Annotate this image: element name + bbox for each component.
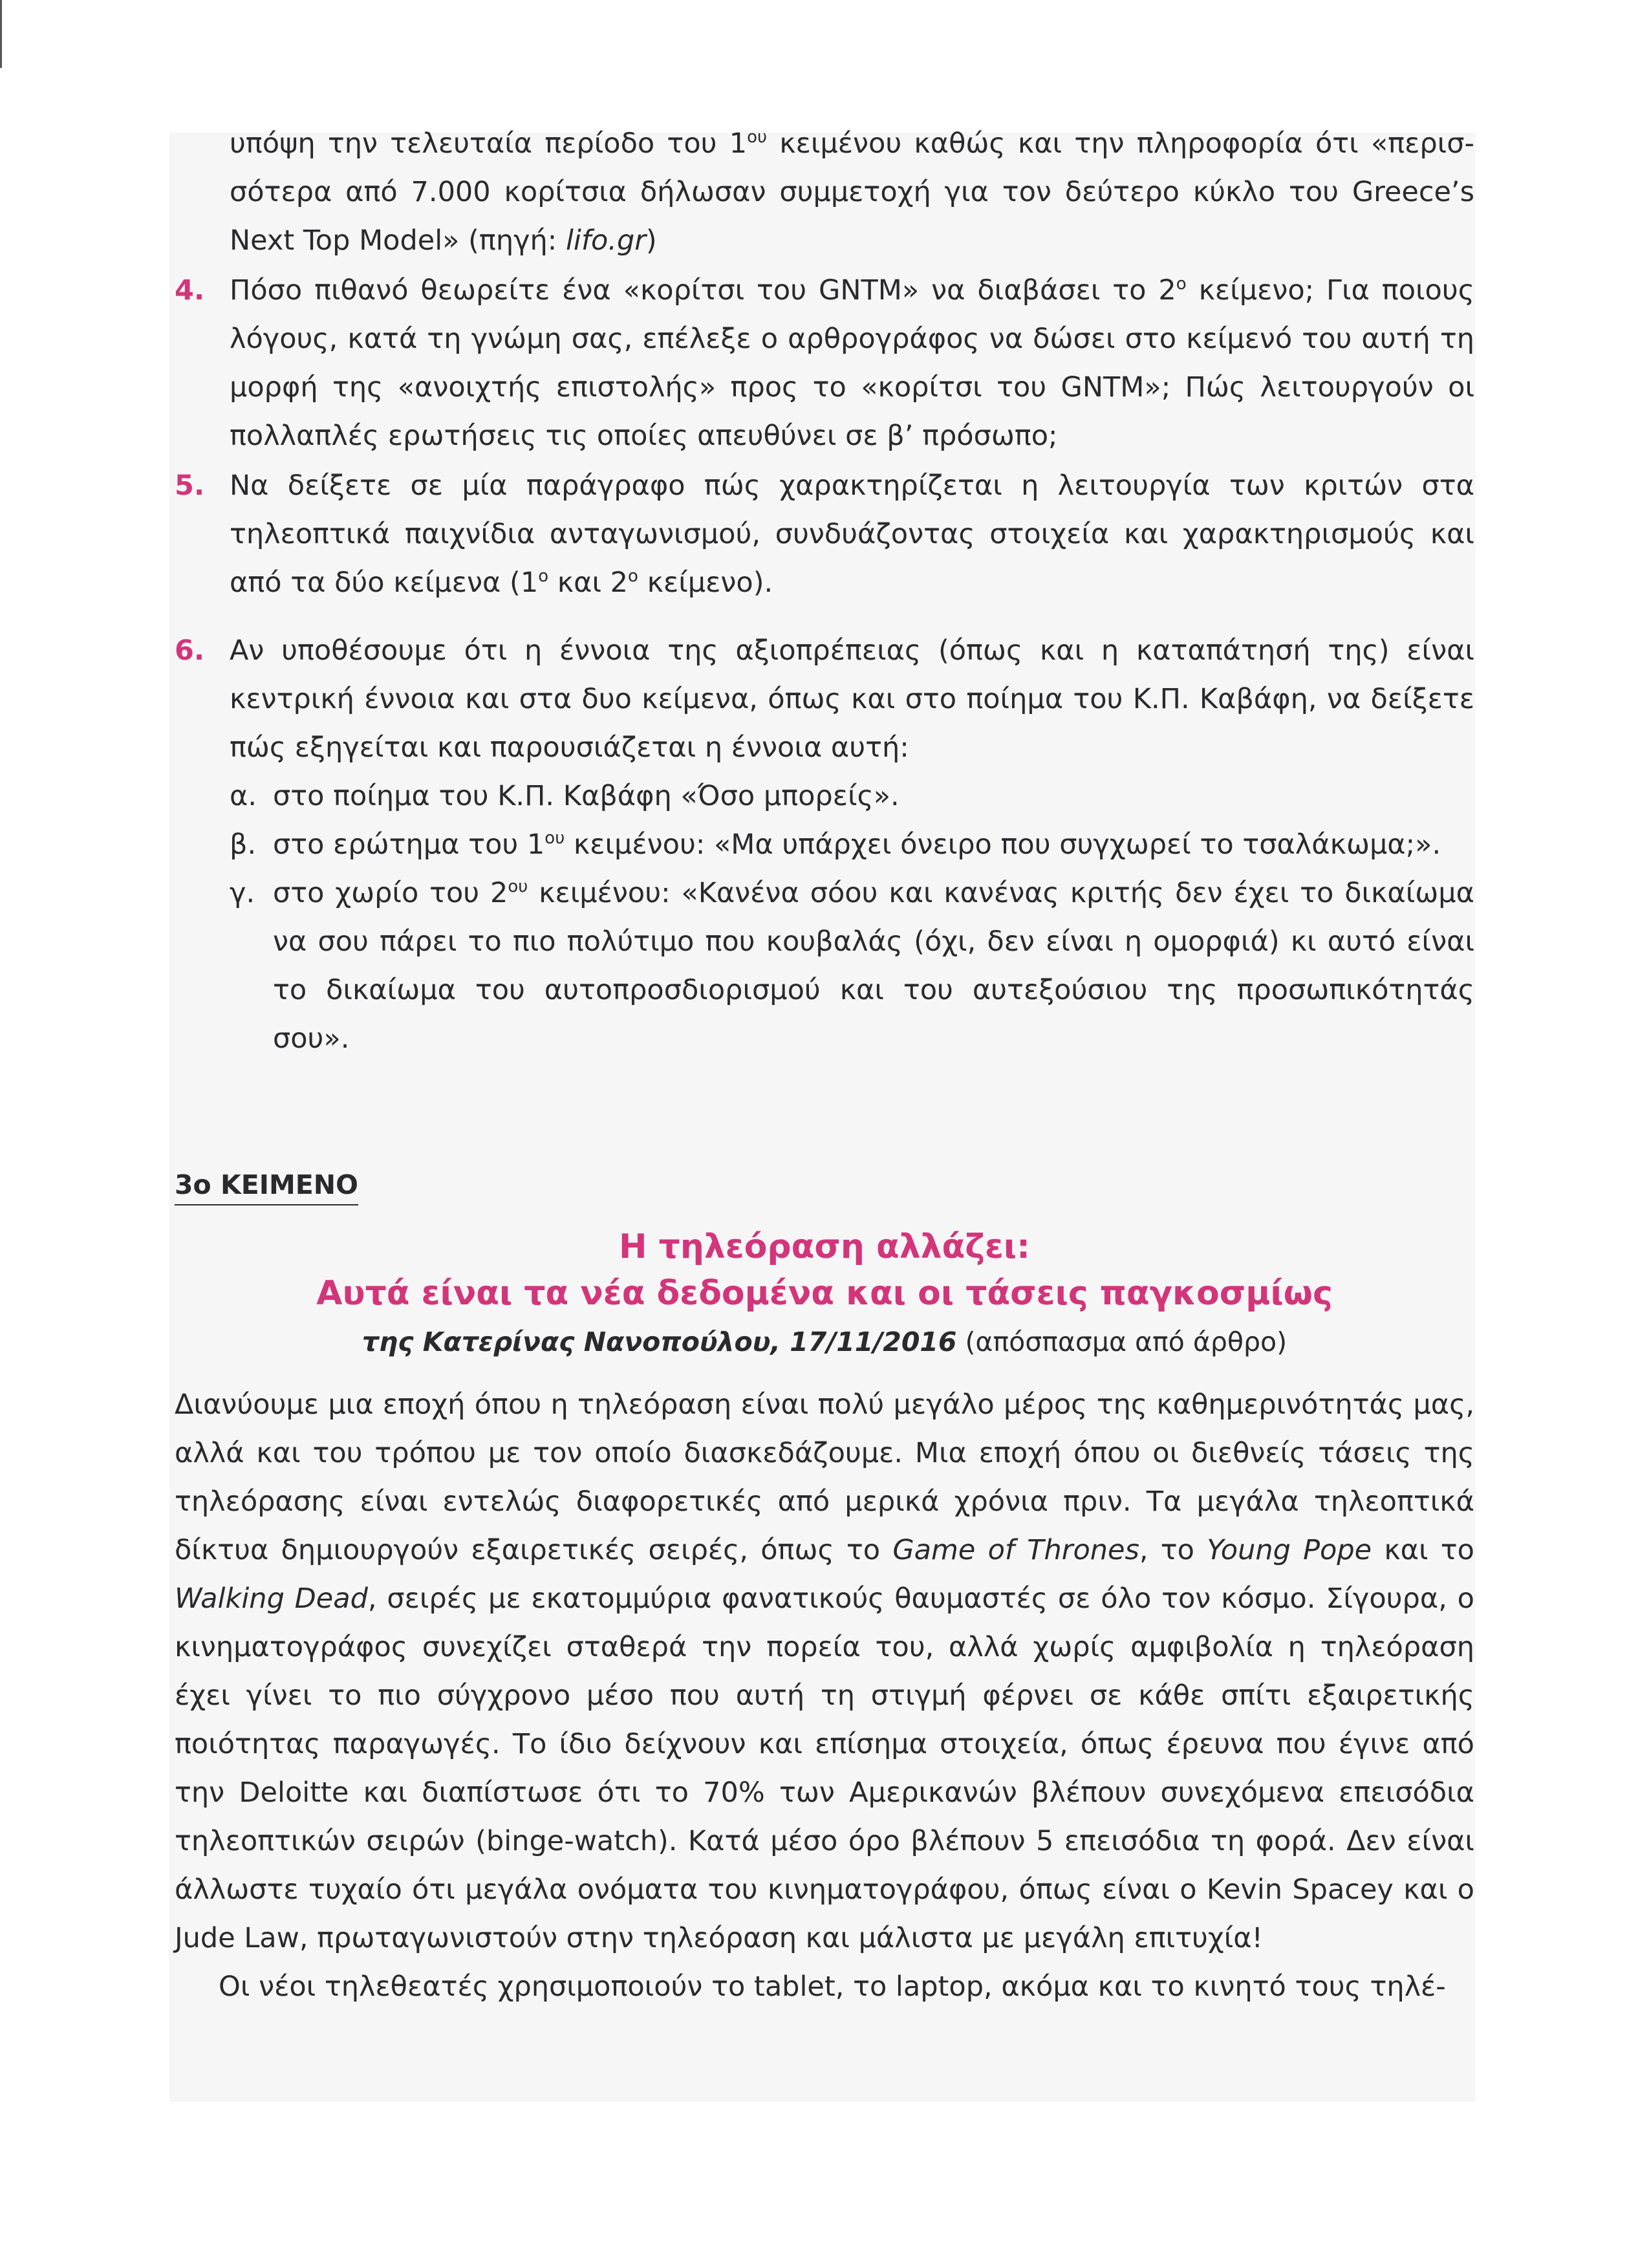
subquestion-text: στο ερώτημα του $1^{o\upsilon}$ κειμένου: «Μα υπάρχει όνειρο που συγχωρεί το τσαλάκωμα;».: [273, 828, 1441, 861]
source-name: lifo.gr: [565, 224, 646, 257]
question-text: Να δείξετε σε μία παράγραφο πώς χαρακτηρίζεται η λειτουργία των κριτών στα τηλεοπτικά παιχνίδια ανταγωνισμού, συνδυάζοντας στοιχεία και χαρακτηρισμούς και από τα δύο κείμενα ($1^o$ και $2^o$ κείμενο).: [230, 470, 1474, 599]
subquestion-text: στο ποίημα του Κ.Π. Καβάφη «Όσο μπορείς».: [273, 780, 900, 812]
subquestion-c: [175, 869, 1474, 1063]
question-text: Αν υποθέσουμε ότι η έννοια της αξιοπρέπειας (όπως και η καταπάτησή της) είναι κεντρική έννοια και στα δυο κείμενα, όπως και στο ποίημα του Κ.Π. Καβάφη, να δείξετε πώς εξηγείται και παρουσιάζεται η έννοια αυτή:: [230, 634, 1474, 764]
subquestion-a: [175, 772, 1474, 821]
article-title-line-2: Αυτά είναι τα νέα δεδομένα και οι τάσεις παγκοσμίως: [316, 1274, 1333, 1313]
scan-edge-mark: [0, 0, 2, 68]
article-title-line-1: Η τηλεόραση αλλάζει:: [619, 1227, 1030, 1266]
question-5: [175, 462, 1474, 607]
article-paragraph-1: Διανύουμε μια εποχή όπου η τηλεόραση είναι πολύ μεγάλο μέρος της καθημερινότητάς μας, αλλά και του τρόπου με τον οποίο διασκεδάζουμε. Μια εποχή όπου οι διεθνείς τάσεις της τηλεόρασης είναι εντελώς διαφορετικές από μερικά χρόνια πριν. Τα μεγάλα τηλεοπτικά δίκτυα δημιουργούν εξαιρετικές σειρές, όπως το Game of Thrones, το Young Pope και το Walking Dead, σειρές με εκατομμύρια φανατικούς θαυμαστές σε όλο τον κόσμο. Σίγουρα, ο κινηματογράφος συνεχίζει σταθερά την πορεία του, αλλά χωρίς αμφιβολία η τηλεόραση έχει γίνει το πιο σύγχρονο μέσο που αυτή τη στιγμή φέρνει σε κάθε σπίτι εξαιρετικής ποιότητας παραγωγές. Το ίδιο δείχνουν και επίσημα στοιχεία, όπως έρευνα που έγινε από την Deloitte και διαπίστωσε ότι το 70% των Αμερικανών βλέπουν συνεχόμενα επεισόδια τηλεοπτικών σειρών (binge-watch). Κατά μέσο όρο βλέπουν 5 επεισόδια τη φορά. Δεν είναι άλλωστε τυχαίο ότι μεγάλα ονόματα του κινηματογράφου, όπως είναι ο Kevin Spacey και ο Jude Law, πρωταγωνιστούν στην τηλεόραση και μάλιστα με μεγάλη επιτυχία!: [175, 1388, 1474, 1954]
question-6: [175, 627, 1474, 772]
question-number: 4.: [175, 274, 205, 307]
subquestion-text: στο χωρίο του $2^{o\upsilon}$ κειμένου: «Κανένα σόου και κανένας κριτής δεν έχει το δικαίωμα να σου πάρει το πιο πολύτιμο που κουβαλάς (όχι, δεν είναι η ομορφιά) κι αυτό είναι το δικαίωμα του αυτοπροσδιορισμού και του αυτεξούσιου της προσωπικότητάς σου».: [273, 877, 1474, 1055]
subquestion-b: [175, 821, 1474, 869]
byline-note: (απόσπασμα από άρθρο): [956, 1326, 1288, 1357]
question-number: 6.: [175, 634, 205, 667]
byline-author: της Κατερίνας Νανοπούλου, 17/11/2016: [361, 1326, 957, 1357]
article-paragraph-2: Οι νέοι τηλεθεατές χρησιμοποιούν το tablet, το laptop, ακόμα και το κινητό τους τηλέ-: [219, 1971, 1446, 2003]
subquestion-letter: γ.: [230, 877, 255, 909]
question-number: 5.: [175, 470, 205, 502]
question-4: [175, 266, 1474, 460]
question-text: Πόσο πιθανό θεωρείτε ένα «κορίτσι του GNTM» να διαβάσει το $2^o$ κείμενο; Για ποιους λόγους, κατά τη γνώμη σας, επέλεξε ο αρθρογράφος να δώσει στο κείμενό του αυτή τη μορφή της «ανοιχτής επιστολής» προς το «κορίτσι του GNTM»; Πώς λειτουργούν οι πολλαπλές ερωτήσεις τις οποίες απευθύνει σε β’ πρόσωπο;: [230, 274, 1474, 452]
document-page: [175, 120, 1474, 2011]
section-label: 3ο ΚΕΙΜΕΝΟ: [175, 1165, 358, 1205]
subquestion-letter: α.: [230, 780, 257, 812]
intro-paragraph: υπόψη την τελευταία περίοδο του $1^{o\upsilon}$ κειμένου καθώς και την πληροφορία ότι «περισσότερα από 7.000 κορίτσια δήλωσαν συμμετοχή για τον δεύτερο κύκλο του Greece’s Next Top Model» (πηγή: lifo.gr): [230, 127, 1474, 257]
subquestion-letter: β.: [230, 828, 257, 861]
article-byline: [175, 1319, 1474, 1365]
